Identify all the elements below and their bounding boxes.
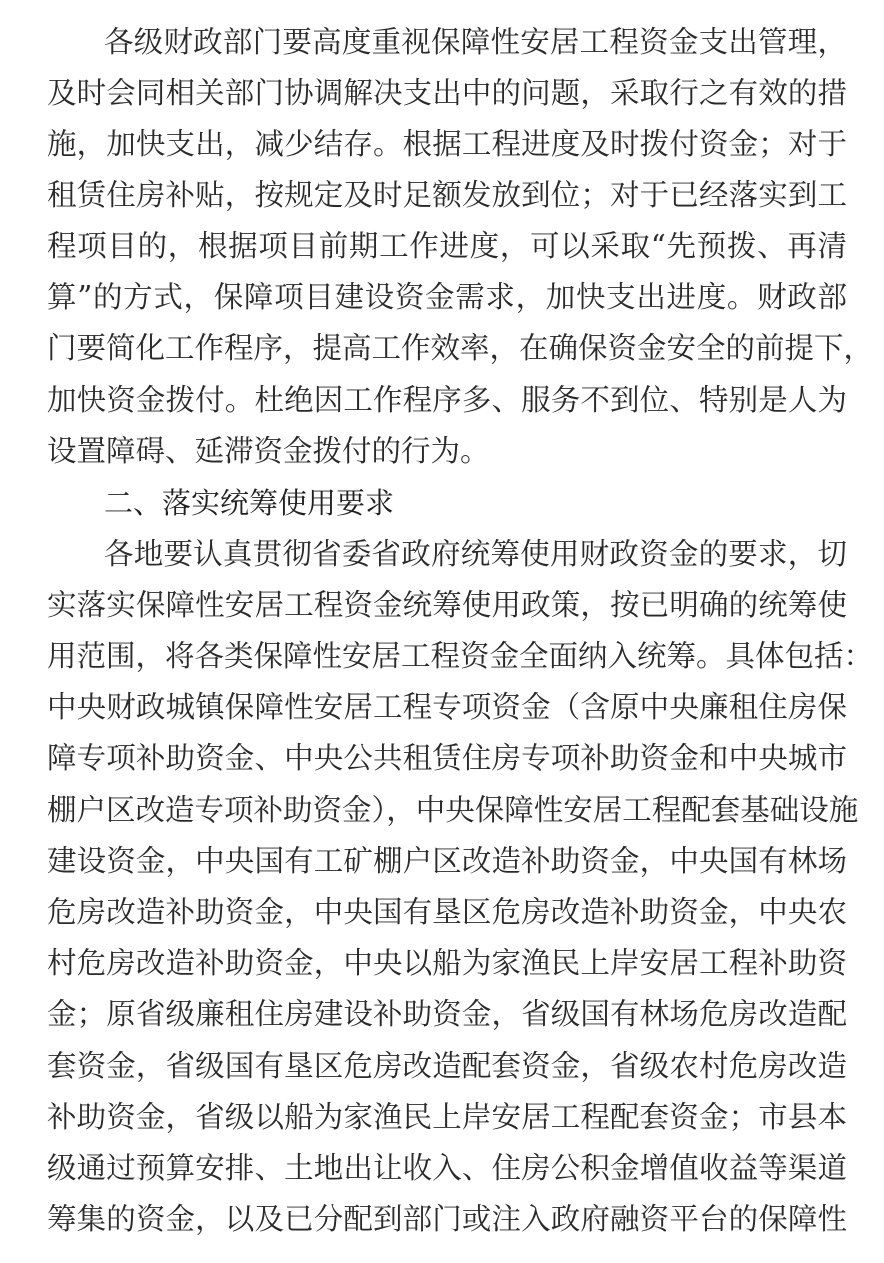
paragraph-line: 补助资金，省级以船为家渔民上岸安居工程配套资金；市县本 <box>47 1100 847 1134</box>
paragraph-line: 施，加快支出，减少结存。根据工程进度及时拨付资金；对于 <box>47 127 847 161</box>
paragraph-line: 棚户区改造专项补助资金），中央保障性安居工程配套基础设施 <box>47 793 859 827</box>
paragraph-line: 设置障碍、延滞资金拨付的行为。 <box>47 434 490 468</box>
paragraph-line: 实落实保障性安居工程资金统筹使用政策，按已明确的统筹使 <box>47 588 847 622</box>
paragraph-line: 算”的方式，保障项目建设资金需求，加快支出进度。财政部 <box>47 280 847 314</box>
paragraph-line: 障专项补助资金、中央公共租赁住房专项补助资金和中央城市 <box>47 741 847 775</box>
paragraph-line: 中央财政城镇保障性安居工程专项资金（含原中央廉租住房保 <box>47 690 847 724</box>
paragraph-line: 套资金，省级国有垦区危房改造配套资金，省级农村危房改造 <box>47 1049 847 1083</box>
paragraph-line: 及时会同相关部门协调解决支出中的问题，采取行之有效的措 <box>47 76 847 110</box>
paragraph-line: 金；原省级廉租住房建设补助资金，省级国有林场危房改造配 <box>47 997 847 1031</box>
section-heading: 二、落实统筹使用要求 <box>104 486 395 520</box>
paragraph-line: 危房改造补助资金，中央国有垦区危房改造补助资金，中央农 <box>47 895 847 929</box>
paragraph-line: 级通过预算安排、土地出让收入、住房公积金增值收益等渠道 <box>47 1151 847 1185</box>
paragraph-line: 筹集的资金，以及已分配到部门或注入政府融资平台的保障性 <box>47 1202 847 1236</box>
paragraph-line: 村危房改造补助资金，中央以船为家渔民上岸安居工程补助资 <box>47 946 847 980</box>
paragraph-line: 建设资金，中央国有工矿棚户区改造补助资金，中央国有林场 <box>47 844 847 878</box>
paragraph-line: 程项目的，根据项目前期工作进度，可以采取“先预拨、再清 <box>47 229 847 263</box>
paragraph-line: 门要简化工作程序，提高工作效率，在确保资金安全的前提下， <box>47 331 874 365</box>
paragraph-line: 加快资金拨付。杜绝因工作程序多、服务不到位、特别是人为 <box>47 383 847 417</box>
paragraph-line: 各级财政部门要高度重视保障性安居工程资金支出管理， <box>104 25 847 59</box>
paragraph-line: 用范围，将各类保障性安居工程资金全面纳入统筹。具体包括： <box>47 639 874 673</box>
paragraph-line: 各地要认真贯彻省委省政府统筹使用财政资金的要求，切 <box>104 537 847 571</box>
paragraph-line: 租赁住房补贴，按规定及时足额发放到位；对于已经落实到工 <box>47 178 847 212</box>
